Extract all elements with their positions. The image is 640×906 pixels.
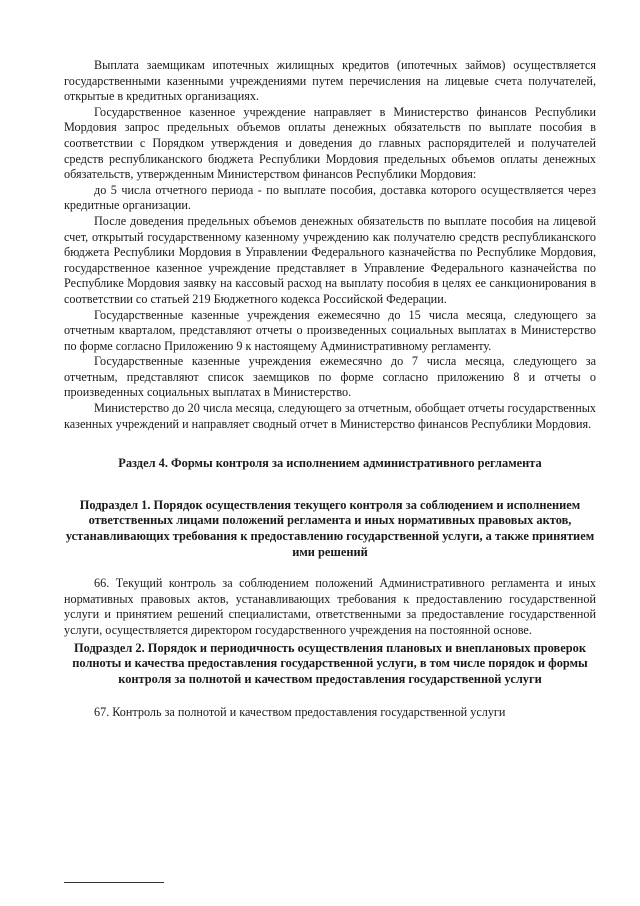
paragraph-66: 66. Текущий контроль за соблюдением положений Административного регламента и иных нормативных правовых актов, устанавливающих требования к предоставлению государственной услуги и принятием решений специалистами, ответственными за предоставление государственной услуги, осуществляется директором государственного учреждения на постоянной основе.	[64, 576, 596, 637]
paragraph-after-limits: После доведения предельных объемов денежных обязательств по выплате пособия на лицевой счет, открытый государственному казенному учреждению как получателю средств республиканского бюджета Республики Мордовия в Управлении Федерального казначейства по Республике Мордовия, государственное казенное учреждение представляет в Управление Федерального казначейства по Республике Мордовия заявку на кассовый расход на выплату пособия в целях ее санкционирования в соответствии со статьей 219 Бюджетного кодекса Российской Федерации.	[64, 213, 596, 306]
footnote-separator	[64, 882, 164, 883]
paragraph-ministry-20th: Министерство до 20 числа месяца, следующего за отчетным, обобщает отчеты государственных казенных учреждений и направляет сводный отчет в Министерство финансов Республики Мордовия.	[64, 401, 596, 431]
paragraph-limits-request: Государственное казенное учреждение направляет в Министерство финансов Республики Мордовия запрос предельных объемов оплаты денежных обязательств по выплате пособия в соответствии с Порядком утверждения и доведения до главных распорядителей и получателей средств республиканского бюджета Республики Мордовия предельных объемов оплаты денежных обязательств, утвержденным Министерством финансов Республики Мордовия:	[64, 104, 596, 182]
paragraph-reports-15th: Государственные казенные учреждения ежемесячно до 15 числа месяца, следующего за отчетным кварталом, представляют отчеты о произведенных социальных выплатах в Министерство по форме согласно Приложению 9 к настоящему Административному регламенту.	[64, 307, 596, 353]
paragraph-deadline-5th: до 5 числа отчетного периода - по выплате пособия, доставка которого осуществляется через кредитные организации.	[64, 182, 596, 213]
spacer	[64, 560, 596, 576]
section-4-heading: Раздел 4. Формы контроля за исполнением административного регламента	[118, 456, 542, 471]
paragraph-reports-7th: Государственные казенные учреждения ежемесячно до 7 числа месяца, следующего за отчетным, представляют список заемщиков по форме согласно приложению 8 и отчеты о произведенных социальных выплатах в Министерство.	[64, 354, 596, 400]
paragraph-mortgage-payout: Выплата заемщикам ипотечных жилищных кредитов (ипотечных займов) осуществляется государственными казенными учреждениями путем перечисления на лицевые счета получателей, открытые в кредитных организациях.	[64, 58, 596, 104]
paragraph-67: 67. Контроль за полнотой и качеством предоставления государственной услуги	[94, 705, 506, 720]
subsection-1-heading: Подраздел 1. Порядок осуществления текущего контроля за соблюдением и исполнением ответственных лицами положений регламента и иных нормативных правовых актов, устанавливающих требования к предоставлению государственной услуги, а также принятием ими решений	[65, 497, 595, 559]
subsection-2-heading: Подраздел 2. Порядок и периодичность осуществления плановых и внеплановых проверок полноты и качества предоставления государственной услуги, в том числе порядок и формы контроля за полнотой и качеством предоставления государственной услуги	[72, 640, 588, 686]
